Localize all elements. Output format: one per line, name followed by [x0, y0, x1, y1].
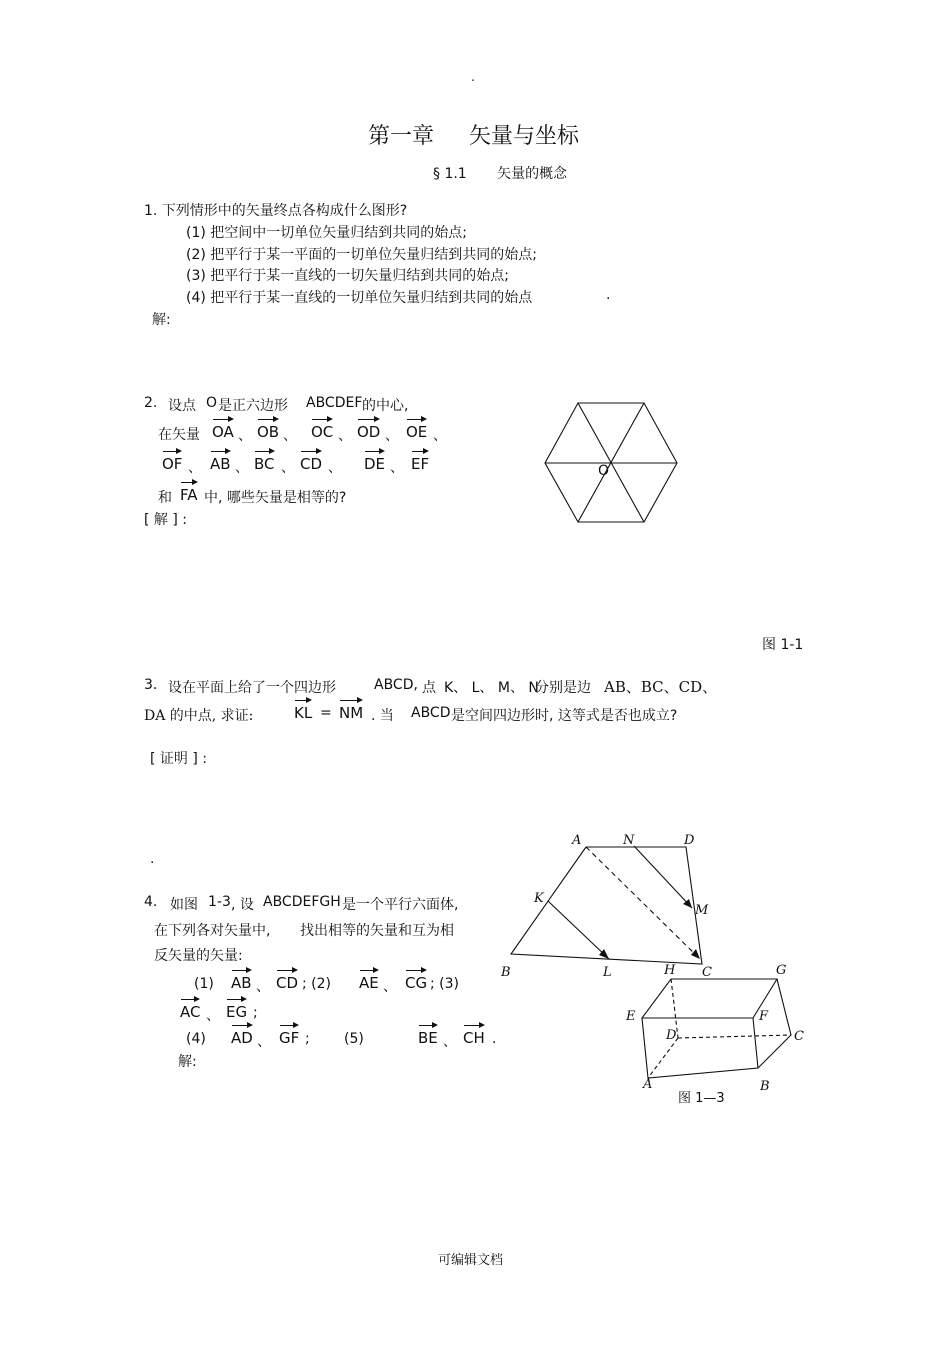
vector-oc: OC — [311, 423, 333, 441]
q1-item-2: (2) 把平行于某一平面的一切单位矢量归结到共同的始点; — [186, 247, 537, 263]
label-b: B — [760, 1079, 770, 1092]
vector-arrow-icon — [231, 968, 252, 974]
q4-part-2: ; (2) — [302, 976, 331, 992]
q3-answer: [ 证明 ] : — [150, 751, 207, 767]
figure-1-3-caption: 图 1—3 — [678, 1091, 725, 1106]
vector-oa: OA — [212, 423, 234, 441]
vector-arrow-icon — [212, 417, 234, 423]
vector-de: DE — [364, 455, 385, 473]
q4-text-4: 在下列各对矢量中, — [154, 923, 271, 939]
q4-text-5: 找出相等的矢量和互为相 — [300, 923, 454, 939]
hexagon-center-label: O — [598, 463, 610, 479]
q2-text-4: 在矢量 — [158, 427, 200, 443]
q4-text-2: , 设 — [231, 897, 254, 913]
vector-gf: GF — [279, 1029, 299, 1047]
vector-arrow-icon — [411, 449, 429, 455]
vector-arrow-icon — [294, 698, 312, 704]
vector-arrow-icon — [311, 417, 333, 423]
label-g: G — [776, 963, 787, 978]
q2-lead: 2. — [144, 395, 158, 411]
vector-od: OD — [357, 423, 380, 441]
separator: 、 — [238, 428, 252, 444]
figure-1-1-caption: 图 1-1 — [762, 637, 804, 653]
hidden-edge — [678, 1035, 791, 1038]
vector-ad: AD — [231, 1029, 253, 1047]
vector-ac: AC — [180, 1003, 200, 1021]
vector-arrow-icon — [162, 449, 182, 455]
semicolon: ; — [305, 1031, 310, 1047]
q1-item-3: (3) 把平行于某一直线的一切矢量归结到共同的始点; — [186, 268, 509, 284]
label-d: D — [684, 833, 695, 848]
label-c: C — [794, 1029, 804, 1044]
label-l: L — [603, 965, 612, 978]
q4-part-5: (5) — [344, 1031, 364, 1047]
semicolon: ; — [253, 1005, 258, 1021]
separator: 、 — [443, 1034, 457, 1050]
segment-nm — [634, 846, 692, 908]
vector-arrow-icon — [406, 417, 427, 423]
vector-oe: OE — [406, 423, 427, 441]
q3-equals: = — [320, 705, 332, 721]
q3-points: K、 L、 M、 N — [444, 680, 539, 696]
vector-ae: AE — [359, 974, 379, 992]
q2-text-1: 设点 — [168, 398, 196, 414]
vector-arrow-icon — [364, 449, 385, 455]
q1-item-4: (4) 把平行于某一直线的一切单位矢量归结到共同的始点 — [186, 290, 533, 306]
vector-ab: AB — [231, 974, 252, 992]
chapter-number: 第一章 — [368, 124, 435, 149]
vector-arrow-icon — [418, 1023, 438, 1029]
separator: 、 — [383, 979, 397, 995]
vector-kl: KL — [294, 704, 312, 722]
q4-end-dot: . — [492, 1031, 497, 1047]
vector-arrow-icon — [279, 1023, 299, 1029]
section-number: § 1.1 — [433, 166, 467, 182]
label-a: A — [572, 833, 582, 848]
vector-ef: EF — [411, 455, 429, 473]
label-a: A — [643, 1077, 653, 1092]
separator: 、 — [385, 428, 399, 444]
label-f: F — [759, 1009, 769, 1024]
q2-text-6: 中, 哪些矢量是相等的? — [204, 490, 347, 506]
q2-point-o: O — [206, 395, 218, 411]
q3-quad-name-2: ABCD — [411, 705, 451, 721]
segment-ac-dashed — [586, 847, 700, 959]
footer-text: 可编辑文档 — [438, 1253, 504, 1268]
q4-text-6: 反矢量的矢量: — [154, 948, 243, 964]
vector-arrow-icon — [226, 997, 247, 1003]
vector-cd: CD — [300, 455, 322, 473]
label-h: H — [664, 963, 676, 978]
quadrilateral-figure — [496, 828, 726, 978]
separator: 、 — [338, 428, 352, 444]
label-d: D — [666, 1028, 677, 1043]
q4-text-1: 如图 — [170, 897, 198, 913]
segment-km — [548, 901, 609, 959]
vector-be: BE — [418, 1029, 438, 1047]
vector-of: OF — [162, 455, 182, 473]
vector-arrow-icon — [210, 449, 231, 455]
label-n: N — [623, 833, 635, 848]
vector-cg: CG — [405, 974, 427, 992]
q2-polygon-name: ABCDEF — [306, 395, 363, 411]
q1-item-1: (1) 把空间中一切单位矢量归结到共同的始点; — [186, 225, 467, 241]
vector-ch: CH — [463, 1029, 485, 1047]
front-face — [642, 1018, 758, 1078]
vector-eg: EG — [226, 1003, 247, 1021]
q3-text-1: 设在平面上给了一个四边形 — [168, 680, 336, 696]
label-m: M — [695, 903, 709, 918]
vector-arrow-icon — [339, 698, 363, 704]
vector-arrow-icon — [180, 997, 200, 1003]
separator: 、 — [188, 460, 202, 476]
separator: 、 — [433, 428, 447, 444]
q4-figure-ref: 1-3 — [208, 894, 231, 910]
label-b: B — [501, 965, 511, 978]
vector-arrow-icon — [180, 480, 198, 486]
separator: 、 — [206, 1008, 220, 1024]
separator: 、 — [256, 979, 270, 995]
top-back-edges — [642, 979, 777, 1018]
vector-fa: FA — [180, 486, 198, 504]
vector-nm: NM — [339, 704, 363, 722]
q3-text-4: DA 的中点, 求证: — [144, 708, 254, 724]
separator: 、 — [281, 460, 295, 476]
q3-lead: 3. — [144, 677, 158, 693]
vector-bc: BC — [254, 455, 275, 473]
vector-cd: CD — [276, 974, 298, 992]
vector-arrow-icon — [357, 417, 380, 423]
header-dot: . — [471, 70, 475, 84]
vector-arrow-icon — [405, 968, 427, 974]
vector-arrow-icon — [231, 1023, 253, 1029]
q4-solid-name: ABCDEFGH — [263, 894, 341, 910]
q4-pre-dot: . — [150, 851, 155, 867]
q3-text-6: 是空间四边形时, 这等式是否也成立? — [451, 708, 678, 724]
chapter-name: 矢量与坐标 — [469, 124, 580, 149]
q3-sides: AB、BC、CD、 — [604, 678, 718, 696]
hexagon-figure — [543, 401, 683, 527]
hidden-edge — [648, 1038, 678, 1078]
q4-part-4: (4) — [186, 1031, 206, 1047]
section-title — [433, 163, 567, 183]
label-c: C — [702, 965, 712, 978]
q4-text-3: 是一个平行六面体, — [342, 897, 459, 913]
separator: 、 — [390, 460, 404, 476]
q4-part-1: (1) — [194, 976, 214, 992]
q1-end-dot: . — [606, 287, 611, 303]
q4-answer: 解: — [178, 1054, 197, 1070]
q1-stem: 1. 下列情形中的矢量终点各构成什么图形? — [144, 203, 408, 219]
q3-quad-name: ABCD, — [374, 677, 418, 693]
q2-text-2: 是正六边形 — [218, 398, 288, 414]
vector-arrow-icon — [276, 968, 298, 974]
parallelepiped-figure — [622, 962, 812, 1092]
vector-ab: AB — [210, 455, 231, 473]
q4-lead: 4. — [144, 894, 158, 910]
separator: 、 — [235, 460, 249, 476]
q2-text-3: 的中心, — [362, 398, 409, 414]
q3-text-3: 分别是边 — [535, 680, 591, 696]
chapter-title — [368, 119, 579, 150]
vector-arrow-icon — [254, 449, 275, 455]
q3-text-2: 点 — [422, 680, 436, 696]
q2-text-5: 和 — [158, 490, 172, 506]
q2-answer: [ 解 ] : — [144, 512, 187, 528]
separator: 、 — [283, 428, 297, 444]
q1-answer: 解: — [152, 312, 171, 328]
separator: 、 — [328, 460, 342, 476]
vector-arrow-icon — [257, 417, 279, 423]
q3-text-5: . 当 — [371, 708, 394, 724]
q4-part-3: ; (3) — [430, 976, 459, 992]
label-k: K — [534, 891, 544, 906]
separator: 、 — [257, 1034, 271, 1050]
section-name: 矢量的概念 — [497, 166, 568, 182]
vector-ob: OB — [257, 423, 279, 441]
vector-arrow-icon — [300, 449, 322, 455]
vector-arrow-icon — [359, 968, 379, 974]
vector-arrow-icon — [463, 1023, 485, 1029]
arrowhead-icon — [691, 949, 700, 959]
label-e: E — [626, 1009, 636, 1024]
